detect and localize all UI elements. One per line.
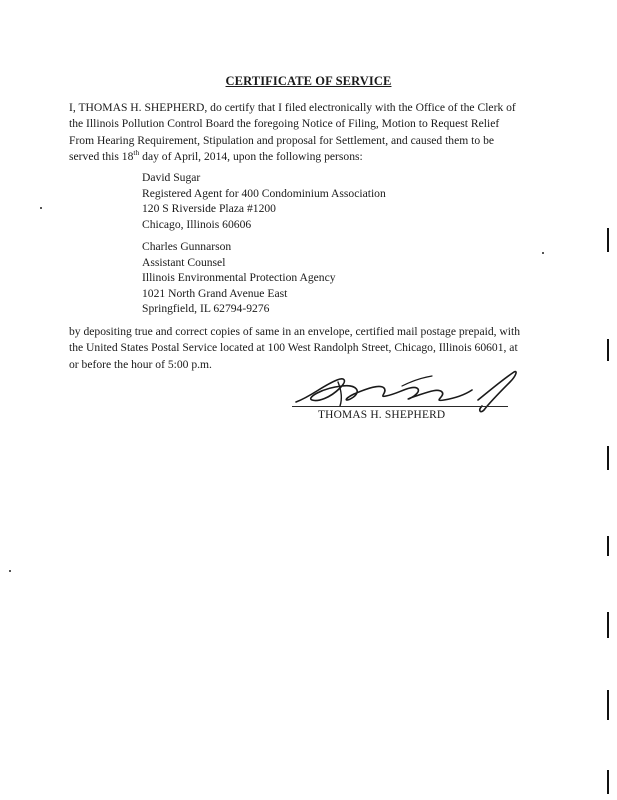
intro-paragraph	[69, 100, 549, 166]
closing-line: the United States Postal Service located at 100 West Randolph Street, Chicago, Illinois 60601, at	[69, 341, 518, 355]
intro-line-last	[69, 149, 549, 165]
signer-name: THOMAS H. SHEPHERD	[318, 409, 446, 421]
scan-speck	[40, 207, 42, 209]
scan-speck	[542, 252, 544, 254]
scan-margin-mark	[607, 446, 609, 470]
scan-margin-mark	[607, 612, 609, 638]
scan-margin-mark	[607, 536, 609, 556]
intro-line: I, THOMAS H. SHEPHERD, do certify that I filed electronically with the Office of the Clerk of	[69, 101, 516, 114]
recipient-city: Chicago, Illinois 60606	[142, 217, 252, 231]
recipient-name: Charles Gunnarson	[142, 240, 232, 253]
recipient-title: Assistant Counsel	[142, 255, 226, 269]
recipient-street: 120 S Riverside Plaza #1200	[142, 202, 276, 216]
recipient-city: Springfield, IL 62794-9276	[142, 302, 270, 316]
intro-last-pre: served this 18	[69, 150, 134, 164]
scan-margin-mark	[607, 690, 609, 720]
intro-last-post: day of April, 2014, upon the following persons:	[139, 150, 363, 164]
scan-margin-mark	[607, 770, 609, 794]
recipient-address-sugar	[142, 170, 386, 232]
scan-speck	[9, 570, 11, 572]
day-ordinal-suffix: th	[133, 148, 140, 158]
intro-line: the Illinois Pollution Control Board the foregoing Notice of Filing, Motion to Request Relief	[69, 117, 500, 131]
recipient-name: David Sugar	[142, 171, 201, 184]
closing-line: by depositing true and correct copies of same in an envelope, certified mail postage prepaid, with	[69, 325, 521, 338]
intro-line: From Hearing Requirement, Stipulation and proposal for Settlement, and caused them to be	[69, 133, 495, 147]
recipient-street: 1021 North Grand Avenue East	[142, 286, 288, 300]
closing-line: or before the hour of 5:00 p.m.	[69, 357, 212, 371]
scan-margin-mark	[607, 228, 609, 252]
scan-margin-mark	[607, 339, 609, 361]
signature-line	[292, 406, 508, 407]
document-title: CERTIFICATE OF SERVICE	[225, 74, 392, 88]
recipient-agency: Illinois Environmental Protection Agency	[142, 271, 336, 285]
recipient-address-gunnarson	[142, 239, 336, 317]
recipient-title: Registered Agent for 400 Condominium Association	[142, 186, 386, 200]
